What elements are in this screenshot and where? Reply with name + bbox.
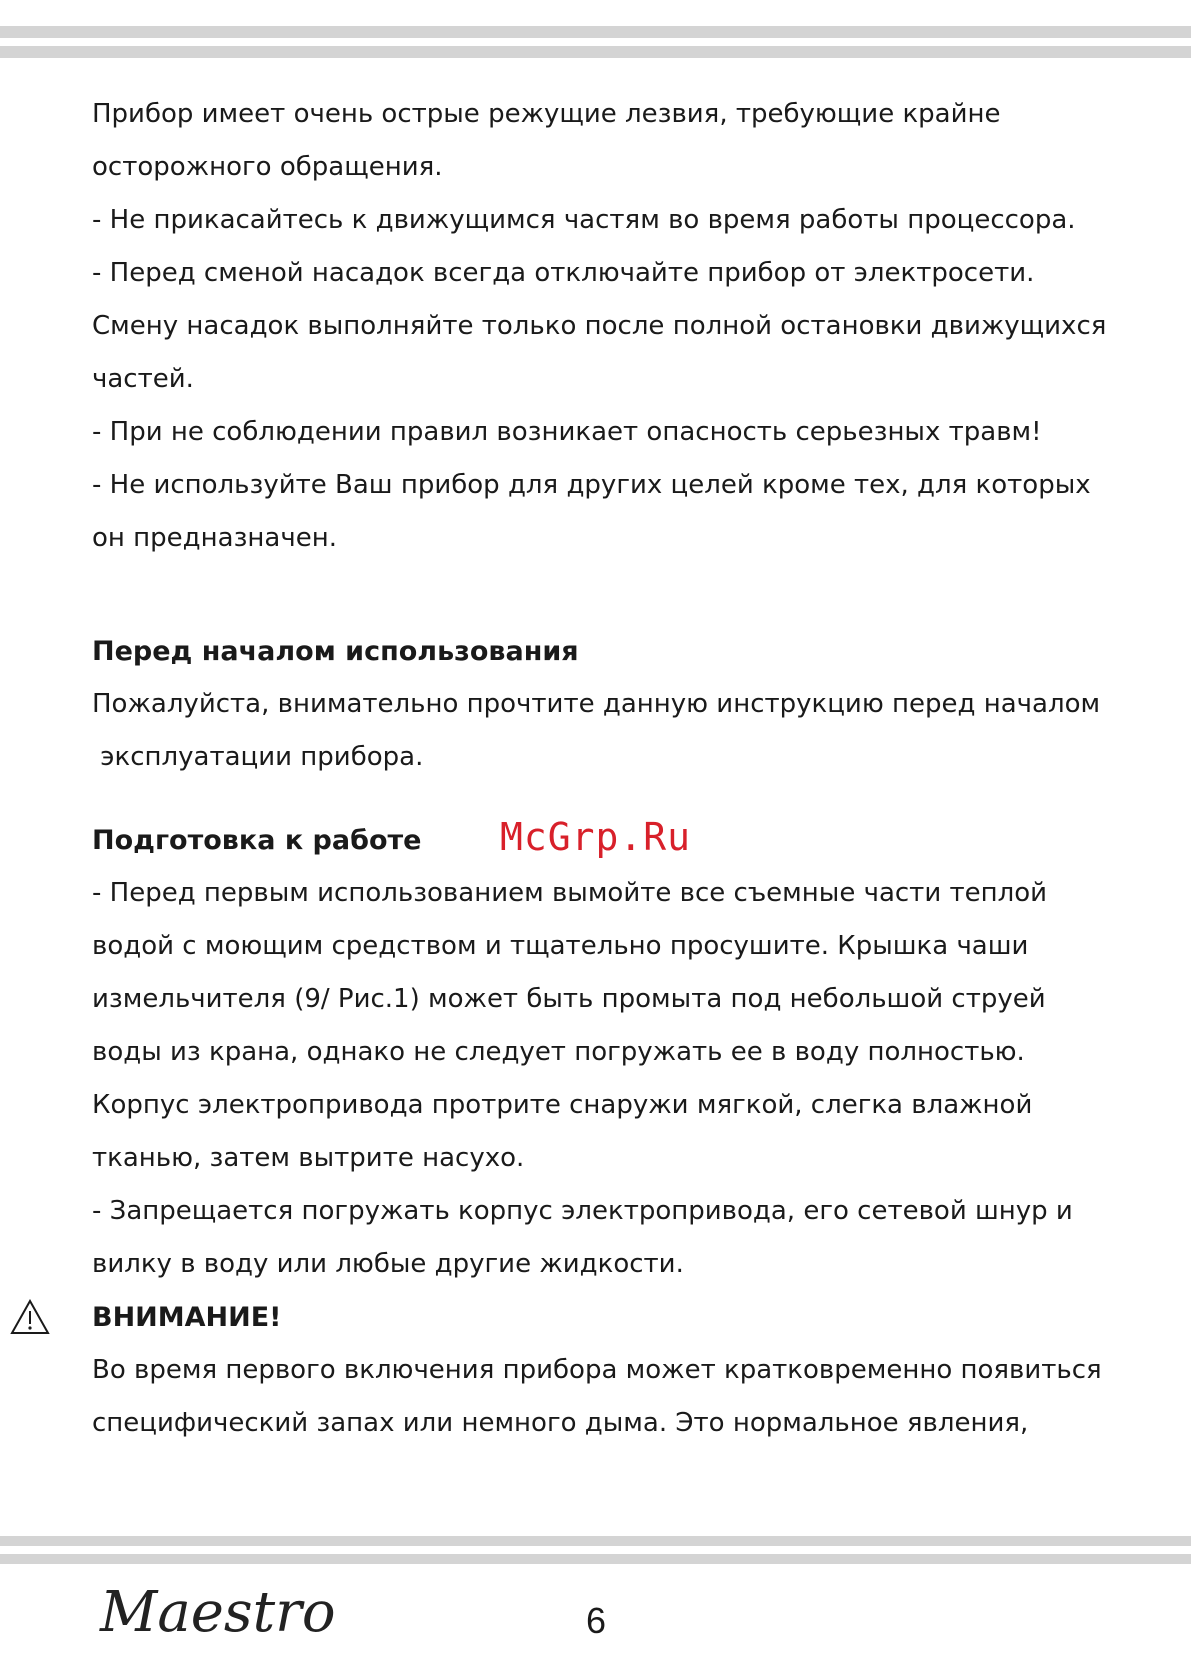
- page-number: 6: [586, 1600, 607, 1641]
- preparation-line: водой с моющим средством и тщательно просушите. Крышка чаши: [92, 931, 1029, 961]
- header-rule-top: [0, 26, 1191, 38]
- footer-rule-bottom: [0, 1554, 1191, 1564]
- intro-section: [92, 88, 1107, 565]
- warning-line: Во время первого включения прибора может кратковременно появиться: [92, 1355, 1102, 1385]
- before-use-line: Пожалуйста, внимательно прочтите данную инструкцию перед началом: [92, 689, 1101, 719]
- preparation-line: - Запрещается погружать корпус электропривода, его сетевой шнур и: [92, 1196, 1073, 1226]
- brand-logo: Maestro: [100, 1580, 336, 1645]
- intro-line: - Не прикасайтесь к движущимся частям во время работы процессора.: [92, 205, 1076, 235]
- intro-line: Прибор имеет очень острые режущие лезвия, требующие крайне: [92, 99, 1001, 129]
- intro-line: Смену насадок выполняйте только после полной остановки движущихся: [92, 311, 1107, 341]
- preparation-line: Корпус электропривода протрите снаружи мягкой, слегка влажной: [92, 1090, 1033, 1120]
- preparation-section: [92, 814, 1102, 1291]
- watermark: McGrp.Ru: [500, 815, 692, 859]
- warning-line: специфический запах или немного дыма. Это нормальное явления,: [92, 1408, 1029, 1438]
- intro-line: - Перед сменой насадок всегда отключайте прибор от электросети.: [92, 258, 1035, 288]
- preparation-line: тканью, затем вытрите насухо.: [92, 1143, 525, 1173]
- spacer: [92, 784, 1102, 814]
- intro-line: осторожного обращения.: [92, 152, 443, 182]
- warning-heading: ВНИМАНИЕ!: [92, 1302, 282, 1333]
- intro-line: частей.: [92, 364, 194, 394]
- spacer: [92, 565, 1102, 625]
- intro-line: - Не используйте Ваш прибор для других целей кроме тех, для которых: [92, 470, 1091, 500]
- footer-rule-top: [0, 1536, 1191, 1546]
- warning-triangle-icon: [10, 1299, 50, 1335]
- before-use-heading: Перед началом использования: [92, 636, 579, 667]
- warning-section: [92, 1291, 1102, 1450]
- document-body: [92, 88, 1107, 1450]
- header-rule-bottom: [0, 46, 1191, 58]
- preparation-line: воды из крана, однако не следует погружать ее в воду полностью.: [92, 1037, 1025, 1067]
- warning-heading-row: [92, 1291, 1102, 1344]
- before-use-line: эксплуатации прибора.: [92, 742, 424, 772]
- preparation-heading: Подготовка к работе: [92, 825, 422, 856]
- preparation-line: - Перед первым использованием вымойте все съемные части теплой: [92, 878, 1048, 908]
- before-use-section: [92, 625, 1102, 784]
- preparation-line: измельчителя (9/ Рис.1) может быть промыта под небольшой струей: [92, 984, 1046, 1014]
- intro-line: он предназначен.: [92, 523, 337, 553]
- intro-line: - При не соблюдении правил возникает опасность серьезных травм!: [92, 417, 1042, 447]
- preparation-line: вилку в воду или любые другие жидкости.: [92, 1249, 684, 1279]
